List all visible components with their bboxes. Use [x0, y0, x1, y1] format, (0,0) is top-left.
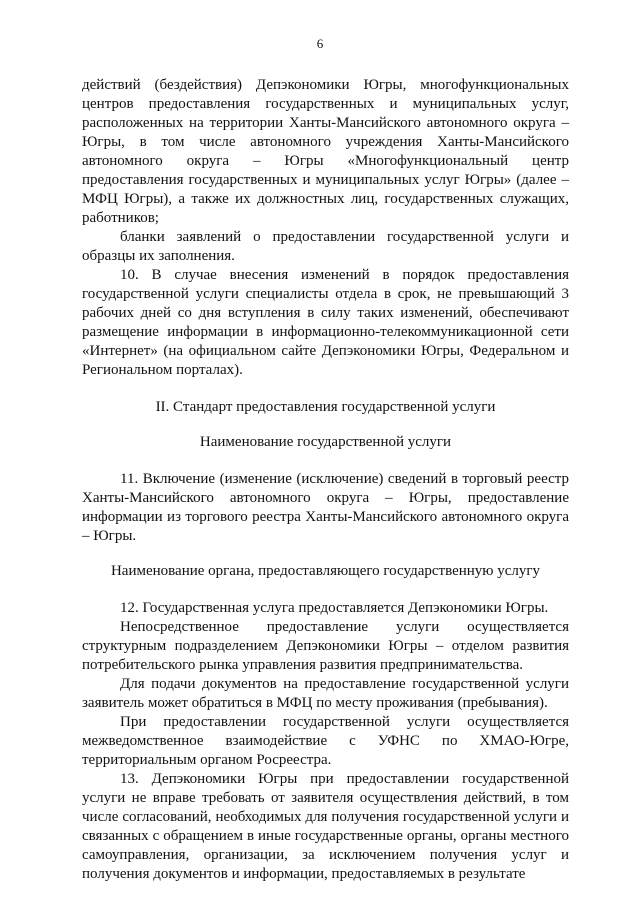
page-number: 6: [316, 36, 324, 51]
paragraph-mfc-submission: Для подачи документов на предоставление государственной услуги заявитель может обратиться в МФЦ по месту проживания (пребывания).: [82, 676, 569, 711]
section-title: II. Стандарт предоставления государственной услуги: [155, 399, 496, 415]
paragraph-13: 13. Депэкономики Югры при предоставлении государственной услуги не вправе требовать от заявителя осуществления действий, в том числе согласований, необходимых для получения государственной услуги и связанных с обращением в иные государственные органы, органы местного самоуправления, организации, за исключением получения услуг и получения документов и информации, предоставляемых в результате: [82, 771, 569, 882]
paragraph-interagency: При предоставлении государственной услуги осуществляется межведомственное взаимодействие с УФНС по ХМАО-Югре, территориальным органом Росреестра.: [82, 714, 569, 768]
subtitle-authority-name: Наименование органа, предоставляющего государственную услугу: [110, 563, 541, 579]
paragraph-direct-provision: Непосредственное предоставление услуги осуществляется структурным подразделением Депэкономики Югры – отделом развития потребительского рынка управления развития предпринимательства.: [82, 619, 569, 673]
paragraph-10: 10. В случае внесения изменений в порядок предоставления государственной услуги специалисты отдела в срок, не превышающий 3 рабочих дней со дня вступления в силу таких изменений, обеспечивают размещение информации в информационно-телекоммуникационной сети «Интернет» (на официальном сайте Депэкономики Югры, Федеральном и Региональном порталах).: [82, 267, 569, 378]
subtitle-service-name: Наименование государственной услуги: [199, 434, 452, 450]
paragraph-12: 12. Государственная услуга предоставляется Депэкономики Югры.: [120, 600, 549, 616]
paragraph-actions-list: действий (бездействия) Депэкономики Югры, многофункциональных центров предоставления государственных и муниципальных услуг, расположенных на территории Ханты-Мансийского автономного округа – Югры, в том числе автономного учреждения Ханты-Мансийского автономного округа – Югры «Многофункциональный центр предоставления государственных и муниципальных услуг Югры» (далее – МФЦ Югры), а также их должностных лиц, государственных служащих, работников;: [82, 77, 569, 226]
document-body: [82, 76, 569, 884]
paragraph-11: 11. Включение (изменение (исключение) сведений в торговый реестр Ханты-Мансийского автономного округа – Югры, предоставление информации из торгового реестра Ханты-Мансийского автономного округа – Югры.: [82, 471, 569, 544]
paragraph-forms: бланки заявлений о предоставлении государственной услуги и образцы их заполнения.: [82, 229, 569, 264]
